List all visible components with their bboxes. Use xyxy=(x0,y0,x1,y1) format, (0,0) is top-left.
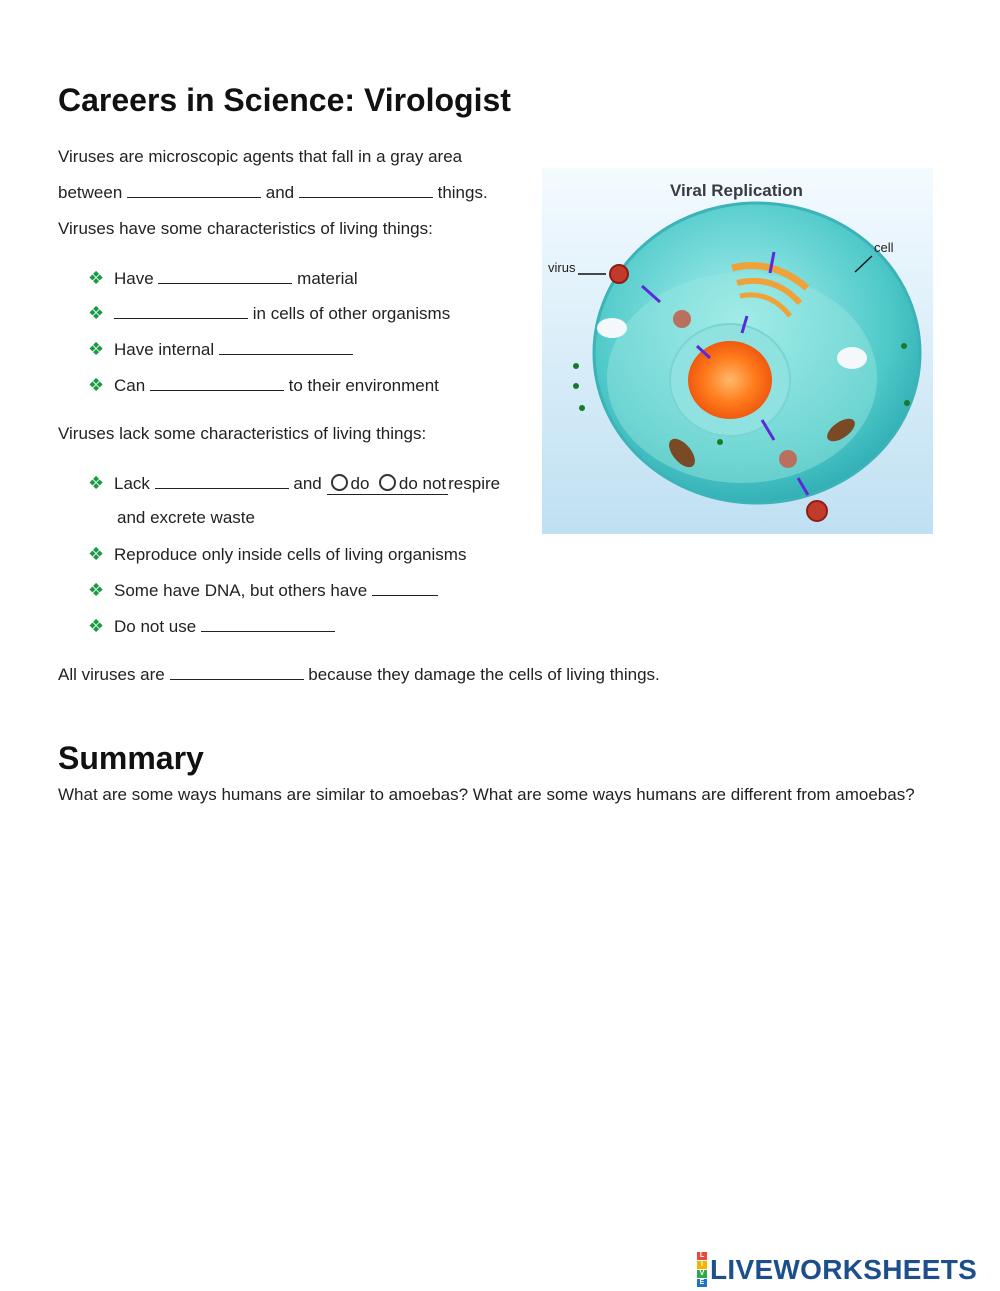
vacuole xyxy=(597,318,627,338)
figure-title: Viral Replication xyxy=(670,181,803,200)
dot xyxy=(573,383,579,389)
bullet-text: Can xyxy=(114,376,146,395)
dot xyxy=(904,400,910,406)
virus-particle xyxy=(779,450,797,468)
viral-replication-figure xyxy=(542,168,933,534)
list-item xyxy=(88,375,439,396)
bullet-text: Have internal xyxy=(114,340,215,359)
page-title: Careers in Science: Virologist xyxy=(58,82,511,118)
blank-field[interactable] xyxy=(299,183,433,198)
list-item xyxy=(88,473,500,495)
dot xyxy=(901,343,907,349)
logo-text: LIVEWORKSHEETS xyxy=(710,1254,978,1285)
blank-field[interactable] xyxy=(201,617,335,632)
blank-field[interactable] xyxy=(127,183,261,198)
bullet-text: and xyxy=(293,474,322,493)
bullet-text: material xyxy=(297,269,358,288)
lack-heading: Viruses lack some characteristics of living things: xyxy=(58,424,427,443)
radio-do-not[interactable] xyxy=(379,474,396,491)
summary-answer-area[interactable] xyxy=(58,840,942,1220)
diamond-bullet-icon: ❖ xyxy=(88,375,105,395)
bullet-text: Some have DNA, but others have xyxy=(114,581,368,600)
intro-line-1 xyxy=(58,147,462,167)
virus-label: virus xyxy=(548,260,576,275)
list-item xyxy=(88,268,358,289)
intro-text: Viruses are microscopic agents that fall in a gray area xyxy=(58,147,463,166)
blank-field[interactable] xyxy=(219,340,353,355)
list-item xyxy=(88,339,353,360)
logo-mark-letter: L xyxy=(697,1252,707,1260)
dot xyxy=(573,363,579,369)
blank-field[interactable] xyxy=(372,581,438,596)
diamond-bullet-icon: ❖ xyxy=(88,616,105,636)
liveworksheets-logo xyxy=(697,1252,978,1286)
diamond-bullet-icon: ❖ xyxy=(88,544,105,564)
cell-label: cell xyxy=(874,240,894,255)
bullet-continuation: and excrete waste xyxy=(117,508,255,527)
virus-particle xyxy=(673,310,691,328)
logo-mark-letter: E xyxy=(697,1279,707,1287)
radio-do[interactable] xyxy=(331,474,348,491)
blank-field[interactable] xyxy=(114,304,248,319)
blank-field[interactable] xyxy=(150,376,284,391)
option-do-not-label: do not xyxy=(398,474,447,493)
closing-text: because they damage the cells of living things. xyxy=(308,665,660,684)
intro-things: things. xyxy=(437,183,488,202)
diamond-bullet-icon: ❖ xyxy=(88,303,105,323)
vacuole xyxy=(837,347,867,369)
living-heading: Viruses have some characteristics of living things: xyxy=(58,219,433,238)
bullet-text: in cells of other organisms xyxy=(252,304,451,323)
blank-field[interactable] xyxy=(158,269,292,284)
list-item xyxy=(88,544,466,565)
virus-particle xyxy=(610,265,628,283)
dot xyxy=(717,439,723,445)
list-item xyxy=(88,303,450,324)
bullet-text: respire xyxy=(448,474,501,493)
closing-text: All viruses are xyxy=(58,665,165,684)
bullet-text: Have xyxy=(114,269,154,288)
intro-line-2 xyxy=(58,183,488,203)
blank-field[interactable] xyxy=(170,665,304,680)
logo-mark-letter: I xyxy=(697,1261,707,1269)
bullet-text: Reproduce only inside cells of living organisms xyxy=(114,545,467,564)
closing-line xyxy=(58,665,660,685)
intro-and: and xyxy=(265,183,295,202)
viral-replication-diagram xyxy=(542,168,933,534)
blank-field[interactable] xyxy=(155,474,289,489)
respire-option-group xyxy=(327,474,449,495)
diamond-bullet-icon: ❖ xyxy=(88,339,105,359)
summary-title: Summary xyxy=(58,740,204,776)
virus-particle xyxy=(807,501,827,521)
intro-between: between xyxy=(58,183,123,202)
dot xyxy=(579,405,585,411)
logo-mark-icon xyxy=(697,1252,707,1288)
bullet-text: Do not use xyxy=(114,617,197,636)
logo-mark-letter: V xyxy=(697,1270,707,1278)
nucleus xyxy=(688,341,772,419)
bullet-text: to their environment xyxy=(288,376,439,395)
bullet-text: Lack xyxy=(114,474,150,493)
summary-question: What are some ways humans are similar to amoebas? What are some ways humans are different from amoebas? xyxy=(58,785,915,804)
diamond-bullet-icon: ❖ xyxy=(88,580,105,600)
diamond-bullet-icon: ❖ xyxy=(88,473,105,493)
option-do-label: do xyxy=(350,474,370,493)
list-item xyxy=(88,616,335,637)
list-item xyxy=(88,580,438,601)
diamond-bullet-icon: ❖ xyxy=(88,268,105,288)
